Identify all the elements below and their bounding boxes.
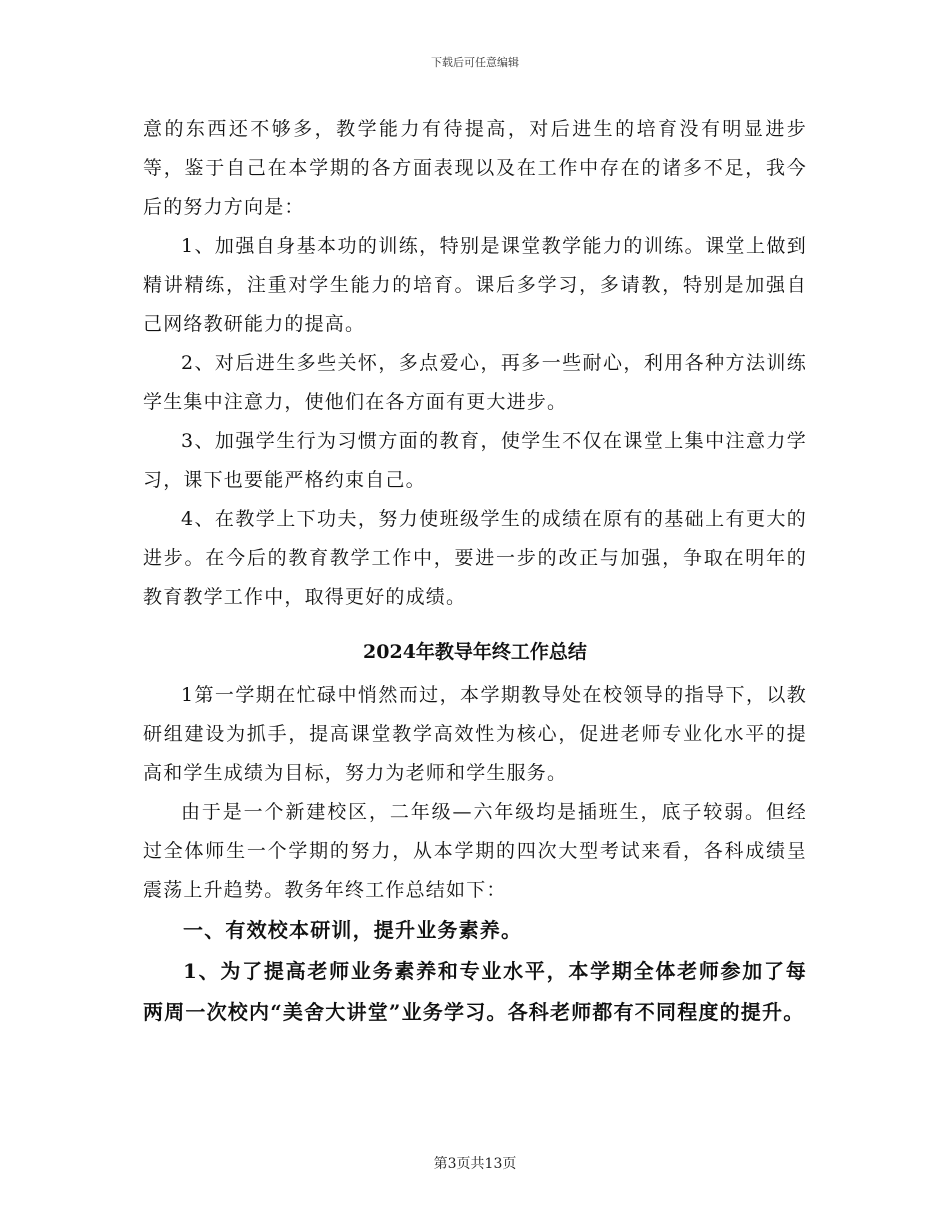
document-body <box>143 110 807 1033</box>
paragraph-item-3: 3、加强学生行为习惯方面的教育，使学生不仅在课堂上集中注意力学习，课下也要能严格约束自己。 <box>143 430 807 491</box>
paragraph-item-4: 4、在教学上下功夫，努力使班级学生的成绩在原有的基础上有更大的进步。在今后的教育教学工作中，要进一步的改正与加强，争取在明年的教育教学工作中，取得更好的成绩。 <box>143 508 807 608</box>
subsection-heading: 一、有效校本研训，提升业务素养。 <box>183 918 523 942</box>
page-header: 下载后可任意编辑 <box>431 56 519 69</box>
subsection-paragraph: 1、为了提高老师业务素养和专业水平，本学期全体老师参加了每两周一次校内“美舍大讲堂”业务学习。各科老师都有不同程度的提升。 <box>143 959 807 1024</box>
paragraph-item-2: 2、对后进生多些关怀，多点爱心，再多一些耐心，利用各种方法训练学生集中注意力，使他们在各方面有更大进步。 <box>143 352 807 413</box>
page-footer: 第3页共13页 <box>433 1156 517 1172</box>
paragraph-summary: 由于是一个新建校区，二年级—六年级均是插班生，底子较弱。但经过全体师生一个学期的努力，从本学期的四次大型考试来看，各科成绩呈震荡上升趋势。教务年终工作总结如下： <box>143 801 807 901</box>
paragraph-continuation: 意的东西还不够多，教学能力有待提高，对后进生的培育没有明显进步等，鉴于自己在本学期的各方面表现以及在工作中存在的诸多不足，我今后的努力方向是： <box>143 118 807 218</box>
paragraph-item-1: 1、加强自身基本功的训练，特别是课堂教学能力的训练。课堂上做到精讲精练，注重对学生能力的培育。课后多学习，多请教，特别是加强自己网络教研能力的提高。 <box>143 235 807 335</box>
section-title: 2024年教导年终工作总结 <box>363 641 587 663</box>
paragraph-intro: 1第一学期在忙碌中悄然而过，本学期教导处在校领导的指导下，以教研组建设为抓手，提高课堂教学高效性为核心，促进老师专业化水平的提高和学生成绩为目标，努力为老师和学生服务。 <box>143 684 807 784</box>
